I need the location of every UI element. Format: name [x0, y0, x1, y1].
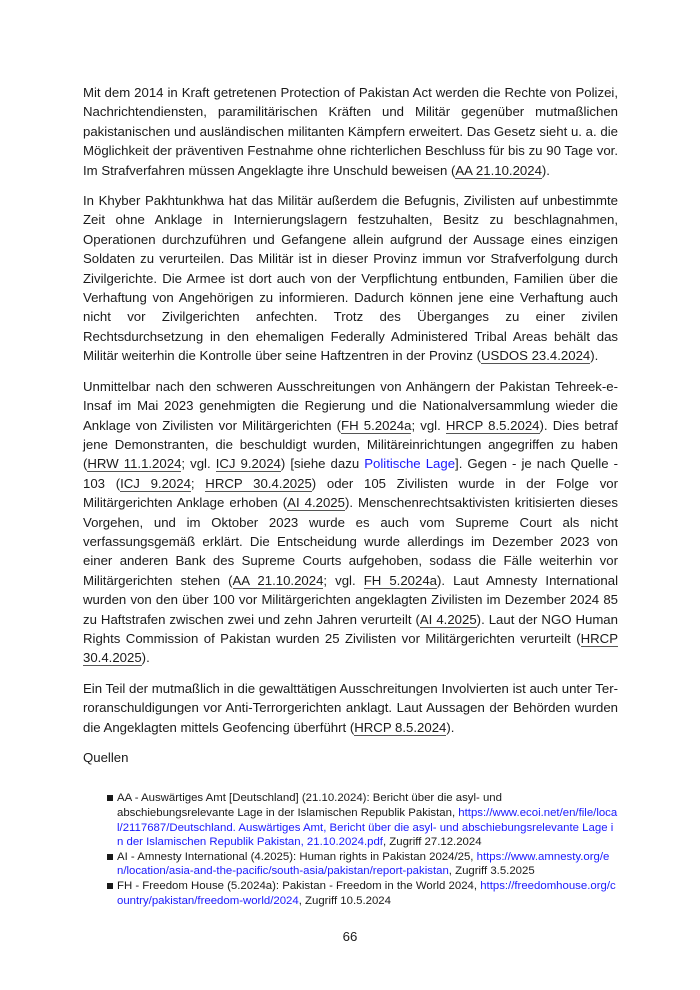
- citation-link[interactable]: HRCP 30.4.2025: [83, 630, 618, 666]
- document-body: [83, 83, 618, 908]
- paragraph-text: ). Menschenrechtsaktivisten kritisierten dieses Vorgehen, und im Oktober 2023 wurde es auch vom Supreme Court als nicht verfassungsgemäß erklärt. Die Entscheidung wurde allerdings im Dezember 2023 von einer anderen Bank des Supreme Courts aufgehoben, sodass die Fälle weiterhin vor Militärgerichten stehen (: [83, 495, 618, 588]
- paragraph-text: ; vgl.: [323, 572, 364, 588]
- citation-link[interactable]: AA 21.10.2024: [455, 162, 542, 178]
- source-text: FH - Freedom House (5.2024a): Pakistan - Freedom in the World 2024,: [117, 879, 481, 892]
- citation-link[interactable]: HRCP 30.4.2025: [205, 475, 312, 491]
- paragraph-text: ;: [190, 475, 206, 491]
- source-access-date: , Zugriff 27.12.2024: [382, 836, 482, 849]
- paragraph-text: ) oder 105 Zivilisten wurde in der Folge vor Militärgerichten Anklage erhoben (: [83, 475, 619, 511]
- paragraph-text: ).: [541, 162, 550, 178]
- source-text: AA - Auswärtiges Amt [Deutschland] (21.10.2024): Bericht über die asyl- und abschiebungsrelevante Lage in der Islamischen Republik Pakistan,: [117, 792, 502, 819]
- paragraph-text: ).: [141, 650, 150, 666]
- paragraph-text: ; vgl.: [411, 417, 446, 433]
- paragraph: [83, 679, 618, 737]
- citation-link[interactable]: AI 4.2025: [419, 611, 477, 627]
- paragraph-text: ).: [446, 719, 455, 735]
- citation-link[interactable]: ICJ 9.2024: [215, 456, 281, 472]
- bullet-icon: [107, 795, 113, 801]
- paragraph: [83, 377, 618, 668]
- citation-link[interactable]: USDOS 23.4.2024: [481, 348, 591, 364]
- paragraph-text: ). Laut Amnesty International wurden von den über 100 vor Militärgerichten angeklagten Zivilisten im Dezember 2024 85 zu Haftstrafen zwischen zwei und zehn Jahren verurteilt (: [83, 572, 619, 627]
- source-access-date: , Zugriff 3.5.2025: [448, 865, 535, 878]
- citation-link[interactable]: AI 4.2025: [287, 495, 345, 511]
- paragraph-text: ]. Gegen - je nach Quelle - 103 (: [83, 456, 619, 491]
- bullet-icon: [107, 854, 113, 860]
- paragraph: [83, 191, 618, 366]
- source-item: [107, 791, 618, 849]
- source-text: AI - Amnesty International (4.2025): Human rights in Pakistan 2024/25,: [117, 850, 477, 863]
- source-item: [107, 850, 618, 879]
- paragraph-text: ) [siehe dazu: [280, 456, 365, 472]
- bullet-icon: [107, 883, 113, 889]
- citation-link[interactable]: HRCP 8.5.2024: [354, 719, 447, 735]
- paragraph-text: ; vgl.: [181, 456, 216, 472]
- sources-heading: Quellen: [83, 750, 129, 765]
- citation-link[interactable]: HRCP 8.5.2024: [445, 417, 540, 433]
- paragraph-text: Ein Teil der mutmaßlich in die gewalttätigen Ausschreitungen Involvierten ist auch unter Terroranschuldigungen vor Anti-Terrorgerichten anklagt. Laut Aussagen der Behörden wurden die Angeklagten mittels Geofencing überführt (: [83, 680, 618, 735]
- paragraph-text: Unmittelbar nach den schweren Ausschreitungen von Anhängern der Pakistan Tehreek-e-Insaf im Mai 2023 genehmigten die Regierung und die Nationalversammlung wieder die Anklage von Zivilisten vor Militärgerichten (: [83, 378, 618, 433]
- citation-link[interactable]: AA 21.10.2024: [232, 572, 324, 588]
- paragraph-text: Mit dem 2014 in Kraft getretenen Protection of Pakistan Act werden die Rechte von Polizei, Nachrichtendiensten, paramilitärischen Kräften und Militär gegenüber mutmaßlichen pakistanischen und ausländischen militanten Kämpfern erweitert. Das Gesetz sieht u. a. die Möglichkeit der präventiven Festnahme ohne richterlichen Beschluss für bis zu 90 Tage vor. Im Strafverfahren müssen Angeklagte ihre Unschuld beweisen (: [83, 85, 618, 178]
- paragraph-text: In Khyber Pakhtunkhwa hat das Militär außerdem die Befugnis, Zivilisten auf unbestimmte Zeit ohne Anklage in Internierungslagern festzuhalten, Besitz zu beschlagnahmen, Operationen durchzuführen und Gefangene allein aufgrund der Aussage eines einzigen Soldaten zu verurteilen. Das Militär ist in dieser Provinz immun vor Strafverfolgung durch Zivilgerichte. Die Armee ist dort auch von der Verpflichtung entbunden, Familien über die Verhaftung von Angehörigen zu informieren. Dadurch können jene eine Verhaftung auch nicht vor Zivilgerichten anfechten. Trotz des Überganges zu einer zivilen Rechtsdurchsetzung in den ehemaligen Federally Administered Tribal Areas behält das Militär weiterhin die Kontrolle über seine Haftzentren in der Provinz (: [83, 193, 618, 364]
- source-url-link[interactable]: https://www.ecoi.net/en/file/local/2117687/Deutschland. Auswärtiges Amt, Bericht über die asyl- und abschiebungsrelevante Lage in der Islamischen Republik Pakistan, 21.10.2024.pdf: [117, 807, 618, 849]
- citation-link[interactable]: FH 5.2024a: [363, 572, 437, 588]
- source-access-date: , Zugriff 10.5.2024: [298, 894, 391, 907]
- source-url-link[interactable]: https://freedomhouse.org/country/pakistan/freedom-world/2024: [117, 879, 616, 907]
- citation-link[interactable]: HRW 11.1.2024: [87, 456, 182, 472]
- source-item: [107, 879, 618, 908]
- paragraph-text: ). Laut der NGO Human Rights Commission of Pakistan wurden 25 Zivilisten vor Militärgerichten verurteilt (: [83, 611, 618, 646]
- sources-list: [83, 791, 618, 908]
- page-number: 66: [342, 929, 358, 944]
- politische-lage-link[interactable]: Politische Lage: [364, 456, 456, 472]
- paragraph: [83, 83, 618, 180]
- paragraph-text: ). Dies betraf jene Demonstranten, die beschuldigt wurden, Militäreinrichtungen angegriffen zu haben (: [83, 417, 618, 472]
- citation-link[interactable]: FH 5.2024a: [341, 417, 412, 433]
- citation-link[interactable]: ICJ 9.2024: [120, 475, 191, 491]
- paragraphs: [83, 83, 618, 737]
- paragraph-text: ).: [590, 348, 599, 364]
- source-url-link[interactable]: https://www.amnesty.org/en/location/asia-and-the-pacific/south-asia/pakistan/report-pakistan: [117, 850, 610, 878]
